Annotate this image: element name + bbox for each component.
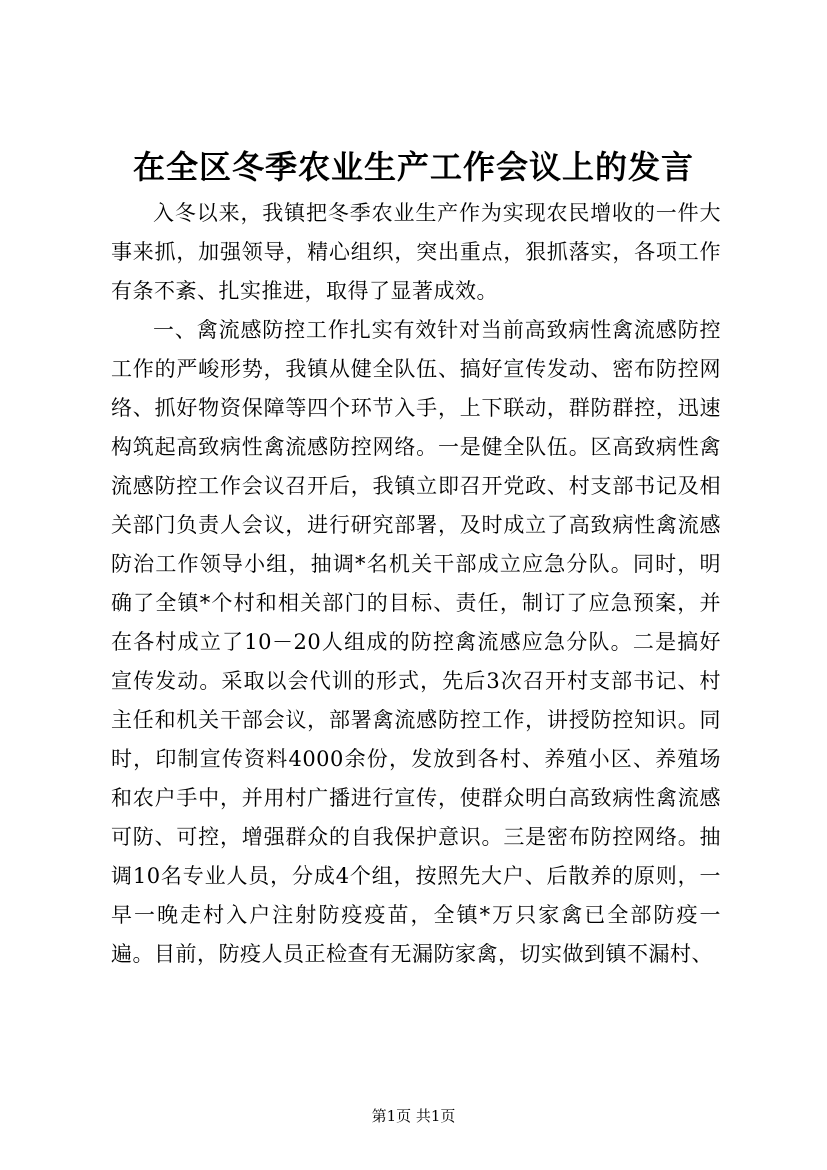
document-body <box>111 194 721 974</box>
paragraph-avian-flu-control: 一、禽流感防控工作扎实有效针对当前高致病性禽流感防控工作的严峻形势，我镇从健全队伍、搞好宣传发动、密布防控网络、抓好物资保障等四个环节入手，上下联动，群防群控，迅速构筑起高致病性禽流感防控网络。一是健全队伍。区高致病性禽流感防控工作会议召开后，我镇立即召开党政、村支部书记及相关部门负责人会议，进行研究部署，及时成立了高致病性禽流感防治工作领导小组，抽调*名机关干部成立应急分队。同时，明确了全镇*个村和相关部门的目标、责任，制订了应急预案，并在各村成立了10－20人组成的防控禽流感应急分队。二是搞好宣传发动。采取以会代训的形式，先后3次召开村支部书记、村主任和机关干部会议，部署禽流感防控工作，讲授防控知识。同时，印制宣传资料4000余份，发放到各村、养殖小区、养殖场和农户手中，并用村广播进行宣传，使群众明白高致病性禽流感可防、可控，增强群众的自我保护意识。三是密布防控网络。抽调10名专业人员，分成4个组，按照先大户、后散养的原则，一早一晚走村入户注射防疫疫苗，全镇*万只家禽已全部防疫一遍。目前，防疫人员正检查有无漏防家禽，切实做到镇不漏村、 <box>111 318 721 966</box>
document-title: 在全区冬季农业生产工作会议上的发言 <box>132 148 694 186</box>
paragraph-intro: 入冬以来，我镇把冬季农业生产作为实现农民增收的一件大事来抓，加强领导，精心组织，突出重点，狠抓落实，各项工作有条不紊、扎实推进，取得了显著成效。 <box>111 201 721 303</box>
page-footer: 第1页 共1页 <box>371 1107 456 1125</box>
